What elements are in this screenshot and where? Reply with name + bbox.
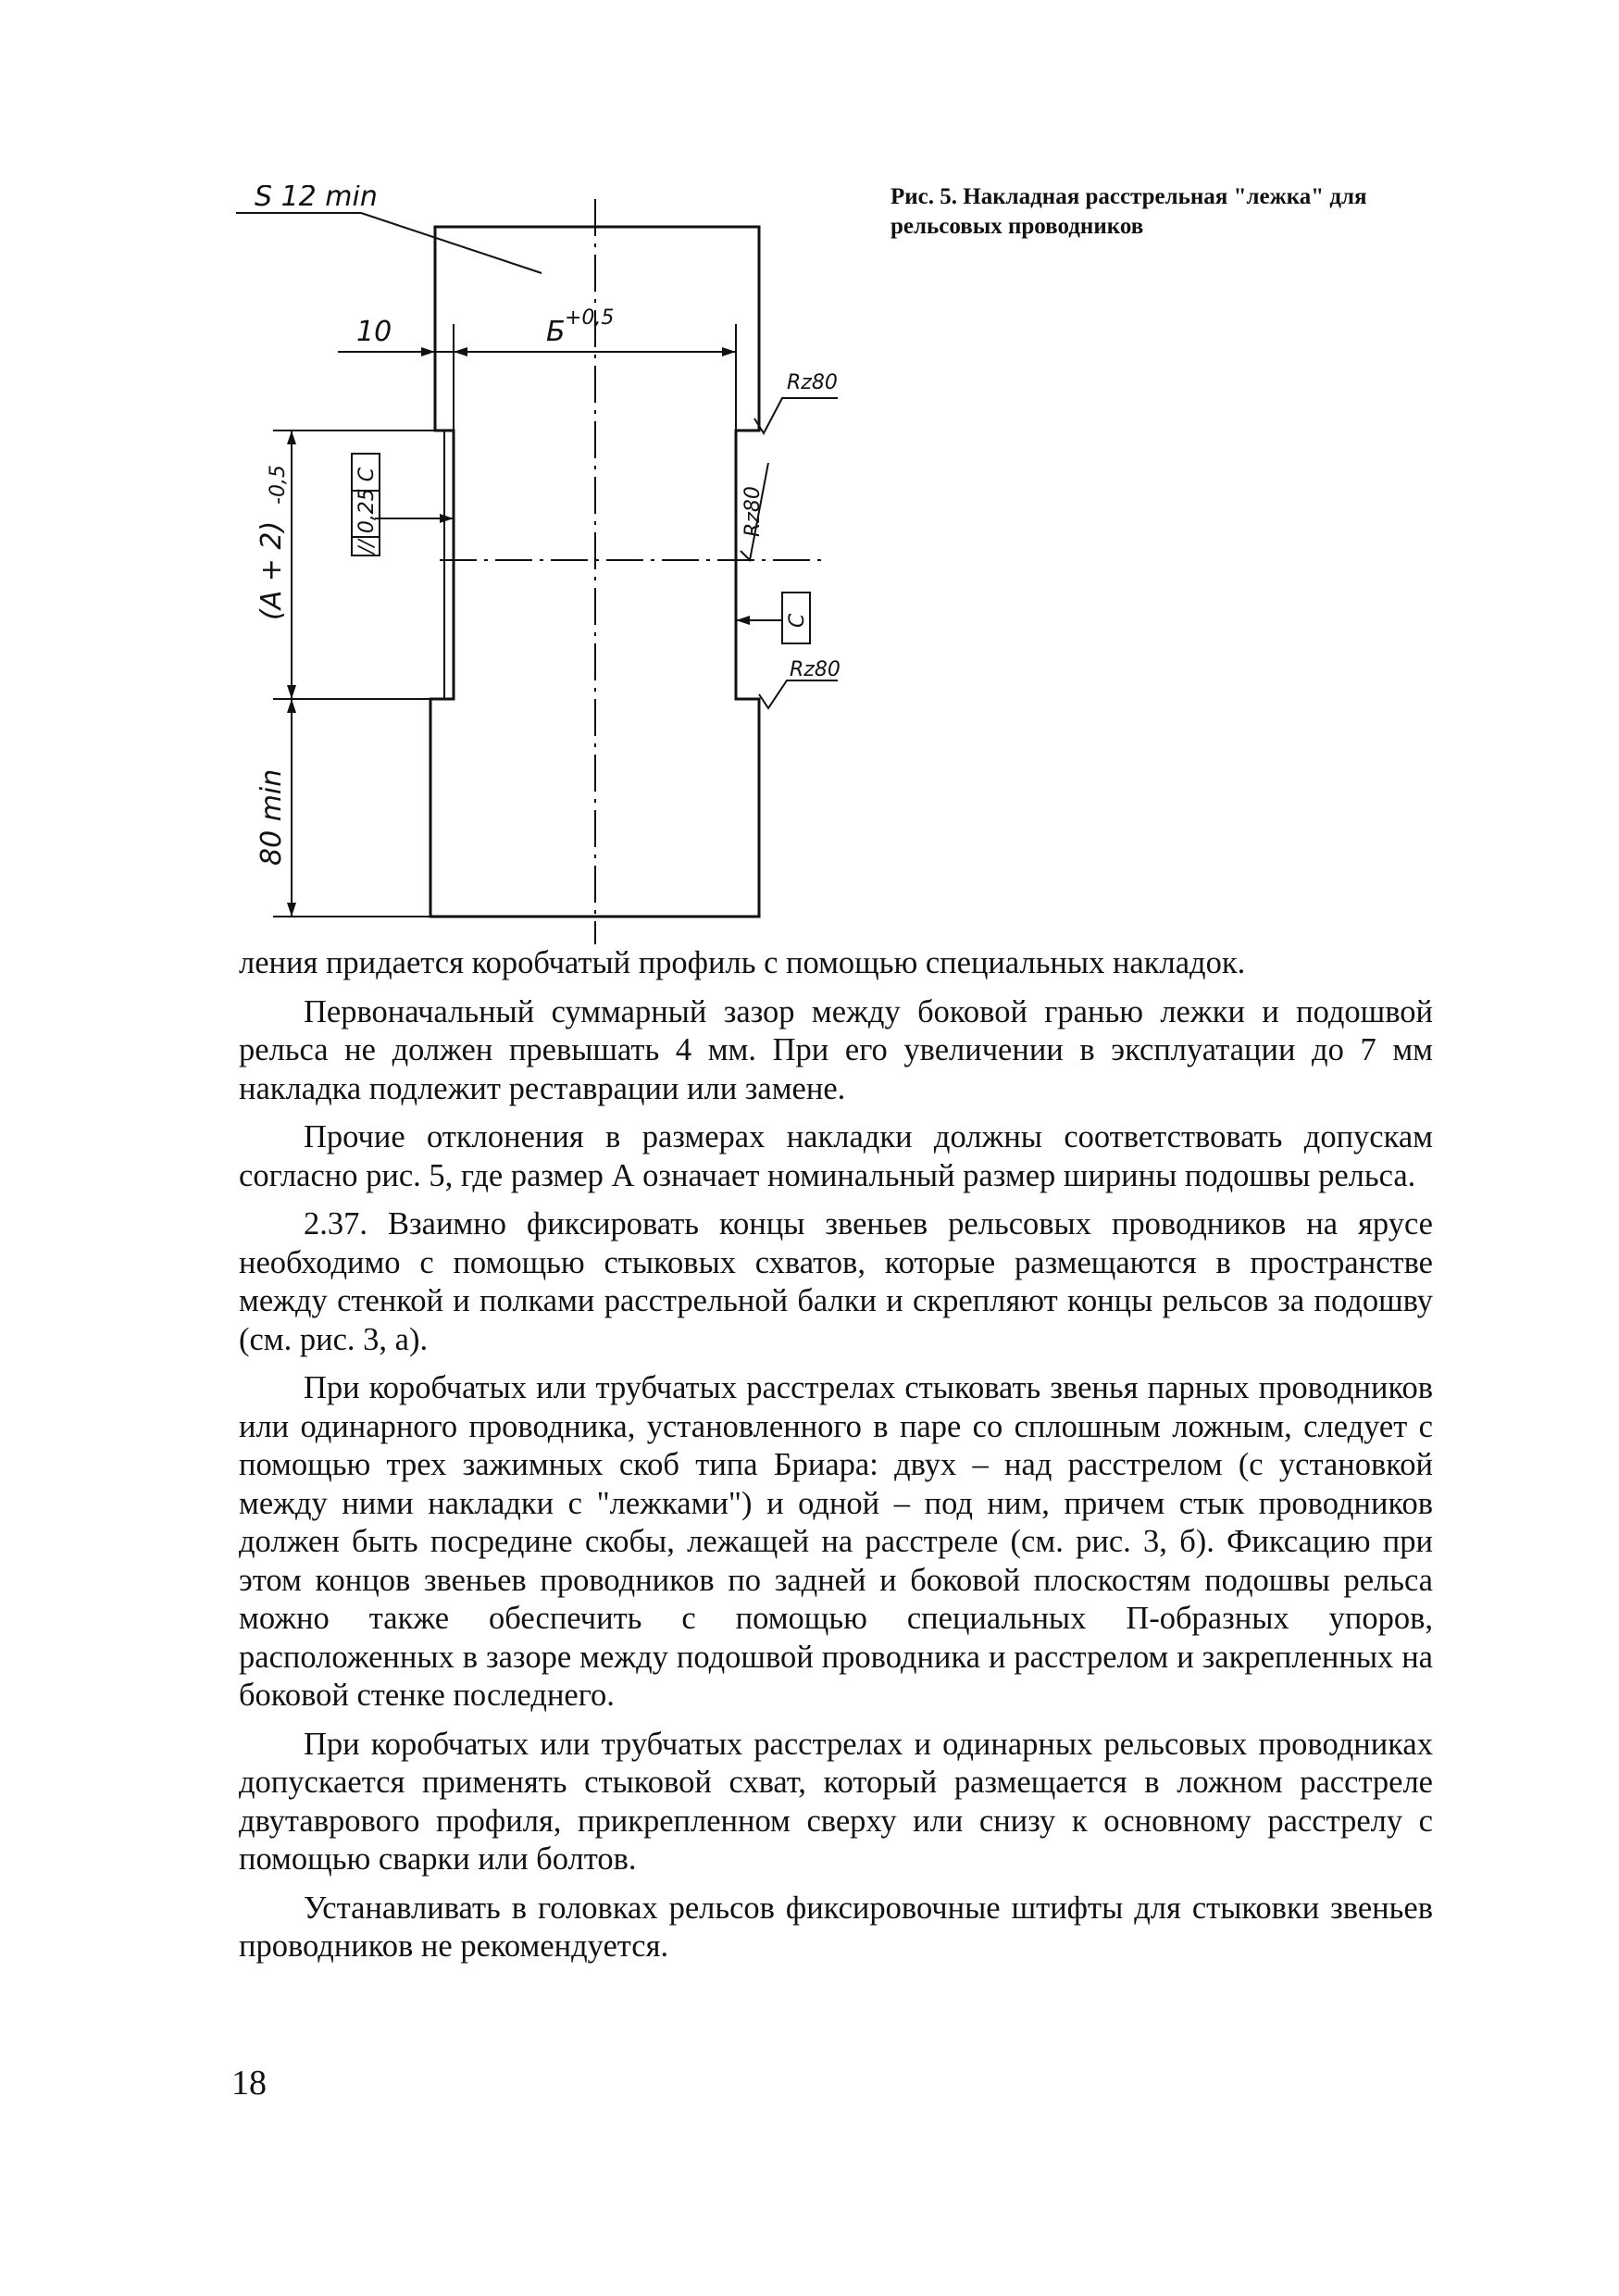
label-thickness: S 12 min bbox=[255, 185, 378, 213]
paragraph: При коробчатых или трубчатых расстрелах стыковать звенья парных проводников или одинарного проводника, установленного в паре со сплошным ложным, следует с помощью трех зажимных скоб типа Бриара: двух – над расстрелом (с установкой между ними накладки с "лежками") и одной – под ним, причем стык проводников должен быть посредине скобы, лежащей на расстреле (см. рис. 3, б). Фиксацию при этом концов звеньев проводников по задней и боковой плоскостям подошвы рельса можно также обеспечить с помощью специальных П-образных упоров, расположенных в зазоре между подошвой проводника и расстрелом и закрепленных на боковой стенке последнего. bbox=[239, 1370, 1433, 1713]
label-height-tol: -0,5 bbox=[267, 465, 290, 505]
body-text bbox=[239, 944, 1433, 1977]
label-roughness-top: Rz80 bbox=[787, 371, 838, 394]
label-datum: C bbox=[786, 613, 809, 628]
paragraph: Первоначальный суммарный зазор между боковой гранью лежки и подошвой рельса не должен превышать 4 мм. При его увеличении в эксплуатации до 7 мм накладка подлежит реставрации или замене. bbox=[239, 993, 1433, 1106]
label-inner-width-tol: +0,5 bbox=[565, 306, 615, 330]
label-roughness-bottom: Rz80 bbox=[790, 658, 841, 681]
label-height-dim: (A + 2) bbox=[255, 520, 288, 620]
technical-drawing bbox=[236, 185, 884, 954]
label-ear-width: 10 bbox=[356, 316, 392, 348]
paragraph: ления придается коробчатый профиль с помощью специальных накладок. bbox=[239, 945, 1246, 980]
paragraph: При коробчатых или трубчатых расстрелах и одинарных рельсовых проводниках допускается применять стыковой схват, который размещается в ложном расстреле двутаврового профиля, прикрепленном сверху или снизу к основному расстрелу с помощью сварки или болтов. bbox=[239, 1726, 1433, 1877]
figure-caption: Рис. 5. Накладная расстрельная "лежка" для рельсовых проводников bbox=[890, 184, 1367, 239]
label-inner-width: Б bbox=[546, 316, 566, 348]
page-number: 18 bbox=[231, 2064, 267, 2103]
drawing-svg bbox=[236, 185, 884, 954]
label-bottom-dim: 80 min bbox=[255, 768, 288, 866]
paragraph: Устанавливать в головках рельсов фиксировочные штифты для стыковки звеньев проводников не рекомендуется. bbox=[239, 1890, 1433, 1964]
label-roughness-side: Rz80 bbox=[741, 486, 765, 537]
label-tolerance-frame: // 0,25 C bbox=[355, 467, 379, 554]
paragraph: Прочие отклонения в размерах накладки должны соответствовать допускам согласно рис. 5, где размер А означает номинальный размер ширины подошвы рельса. bbox=[239, 1119, 1433, 1193]
paragraph: 2.37. Взаимно фиксировать концы звеньев рельсовых проводников на ярусе необходимо с помощью стыковых схватов, которые размещаются в пространстве между стенкой и полками расстрельной балки и скрепляют концы рельсов за подошву (см. рис. 3, а). bbox=[239, 1206, 1433, 1357]
